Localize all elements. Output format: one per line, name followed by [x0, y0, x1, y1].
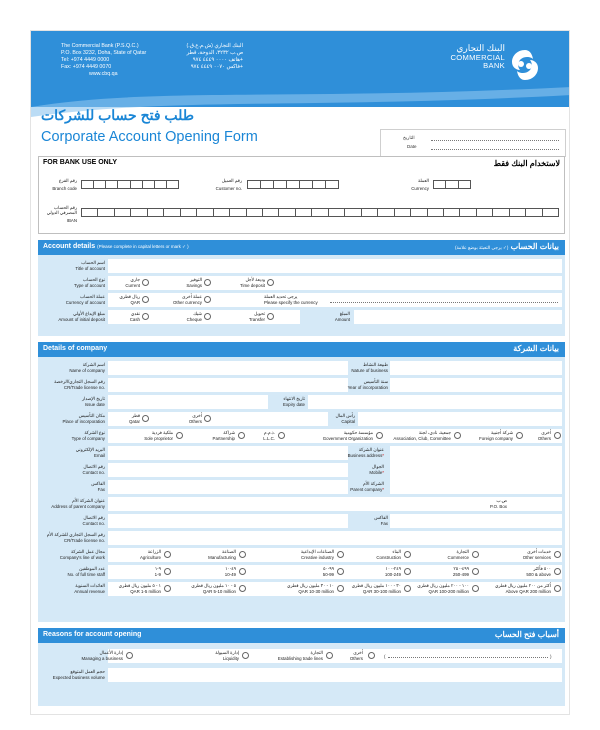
staff-500-ar: ٥٠٠ فأكثر — [533, 566, 551, 571]
currency-of-account-label-ar: عملة الحساب — [80, 294, 105, 299]
capital-field[interactable] — [358, 412, 562, 426]
reason-liquidity-radio[interactable] — [242, 652, 249, 659]
place-label-en: Place of incorporation — [62, 419, 105, 424]
company-name-label-ar: اسم الشركة — [82, 362, 105, 367]
cash-option-ar: نقدي — [130, 311, 140, 316]
mobile-label-en-wrap: Mobile* — [369, 470, 384, 475]
type-partnership-ar: شراكة — [223, 430, 235, 435]
mobile-label-en: Mobile — [369, 470, 383, 475]
company-details-section — [38, 342, 565, 622]
account-details-note-en: (Please complete in capital letters or mark ✓ ) — [97, 244, 189, 249]
address-ar-line: هاتف ٠٠٠٠ ٤٤٤٩ ٩٧٤+ — [192, 57, 243, 63]
type-foreign-ar: شركة أجنبية — [490, 430, 513, 435]
revenue-200-ar: أكثر من ٢٠٠ مليون ريال قطري — [495, 583, 551, 588]
qar-radio[interactable] — [142, 296, 149, 303]
line-manufacturing-ar: الصناعة — [221, 549, 236, 554]
revenue-30-100-radio[interactable] — [404, 585, 411, 592]
revenue-200-en: Above QAR 200 million — [505, 589, 551, 594]
others-place-option-en: Others — [188, 419, 202, 424]
expected-volume-label-ar: حجم العمل المتوقع — [70, 669, 105, 674]
others-place-option-ar: أخرى — [192, 413, 202, 418]
qatar-radio[interactable] — [142, 415, 149, 422]
type-partnership-en: Partnership — [212, 436, 235, 441]
parent-contact-field[interactable] — [108, 514, 348, 528]
year-of-incorporation-field[interactable] — [390, 378, 562, 392]
account-type-row — [108, 276, 562, 290]
line-agriculture-radio[interactable] — [164, 551, 171, 558]
staff-row — [108, 565, 562, 579]
savings-option-en: Savings — [186, 283, 202, 288]
line-of-work-label-en: Company's line of work — [59, 555, 105, 560]
form-page — [30, 30, 570, 715]
reason-managing-ar: إدارة الأعمال — [99, 650, 123, 655]
parent-contact-label-ar: رقم الاتصال — [83, 515, 105, 520]
expiry-date-field[interactable] — [308, 395, 562, 409]
mobile-label-ar: الجوال — [371, 464, 384, 469]
line-other-radio[interactable] — [554, 551, 561, 558]
current-radio[interactable] — [142, 279, 149, 286]
address-ar-line: البنك التجاري (ش.م.ع.ق.) — [186, 43, 243, 49]
po-box-label-en: P.O. Box — [489, 504, 507, 509]
current-option-ar: جاري — [130, 277, 140, 282]
bank-name-en: COMMERCIAL — [450, 53, 505, 62]
reason-liquidity-ar: إدارة السيولة — [215, 650, 239, 655]
type-partnership-radio[interactable] — [238, 432, 245, 439]
account-type-label-en: Type of account — [74, 283, 105, 288]
line-creative-radio[interactable] — [337, 551, 344, 558]
time-deposit-option-en: Time deposit — [240, 283, 265, 288]
savings-radio[interactable] — [204, 279, 211, 286]
type-association-ar: جمعية، نادي، لجنة — [418, 430, 451, 435]
company-name-field[interactable] — [108, 361, 348, 375]
form-title-ar: طلب فتح حساب للشركات — [41, 107, 194, 123]
time-deposit-option-ar: وديعة لأجل — [245, 277, 265, 282]
revenue-10-30-en: QAR 10-30 million — [298, 589, 334, 594]
address-en-line: P.O. Box 3232, Doha, State of Qatar — [61, 50, 147, 56]
line-of-work-row — [108, 548, 562, 562]
staff-1-9-en: 1-9 — [154, 572, 161, 577]
staff-500-en: 500 & above — [526, 572, 551, 577]
reason-managing-radio[interactable] — [126, 652, 133, 659]
line-agriculture-en: Agriculture — [140, 555, 161, 560]
expiry-date-label-en: Expiry date — [283, 402, 305, 407]
iban-label-en: IBAN — [66, 218, 77, 223]
account-type-label-ar: نوع الحساب — [82, 277, 105, 282]
capital-label-ar: رأس المال — [335, 413, 355, 418]
address-en-line: The Commercial Bank (P.S.Q.C.) — [61, 43, 139, 49]
branch-label-ar: رقم الفرع — [58, 178, 77, 183]
revenue-30-100-ar: ٣٠ - ١٠٠ مليون ريال قطري — [351, 583, 401, 588]
fax-field[interactable] — [108, 480, 348, 494]
revenue-1-5-ar: ١ - ٥ مليون ريال قطري — [118, 583, 161, 588]
reason-liquidity-en: Liquidity — [222, 656, 239, 661]
revenue-10-30-ar: ١٠ - ٣٠ مليون ريال قطري — [286, 583, 334, 588]
type-others-ar: أخرى — [541, 430, 551, 435]
account-details-title-en: Account details — [43, 243, 96, 250]
staff-100-249-en: 100-249 — [384, 572, 401, 577]
bank-use-title-ar: لاستخدام البنك فقط — [493, 159, 560, 168]
form-title-en: Corporate Account Opening Form — [41, 129, 258, 145]
bank-name-ar: البنك التجاري — [456, 43, 505, 53]
parent-company-label-ar: الشركة الأم — [362, 481, 384, 486]
address-ar-line: فاكس ٠٠٧٠ ٤٤٤٩ ٩٧٤+ — [190, 64, 243, 70]
customer-label-ar: رقم العميل — [221, 178, 242, 183]
iban-label-ar-2: المصرفي الدولي — [46, 210, 77, 215]
branch-label-en: Branch code — [52, 186, 77, 191]
staff-50-99-radio[interactable] — [337, 568, 344, 575]
iban-label-ar: رقم الحساب — [53, 205, 77, 210]
business-address-label-ar: عنوان الشركة — [358, 447, 384, 452]
transfer-option-ar: تحويل — [254, 311, 265, 316]
reason-others-ar: أخرى — [353, 650, 363, 655]
line-of-work-label-ar: مجال عمل الشركة — [71, 549, 105, 554]
reason-others-line[interactable] — [388, 657, 548, 658]
cheque-option-ar: شيك — [193, 311, 202, 316]
currency-label-en: Currency — [411, 186, 429, 191]
reason-others-en: Others — [349, 656, 363, 661]
reason-others-open-paren: ( — [384, 654, 386, 659]
bank-name-en-2: BANK — [483, 61, 505, 70]
staff-50-99-en: 50-99 — [322, 572, 334, 577]
parent-fax-label-en: Fax — [380, 521, 388, 526]
year-label-en: Year of incorporation — [347, 385, 388, 390]
reasons-row — [108, 649, 562, 663]
contact-label-en: Contact no. — [82, 470, 105, 475]
type-gov-en: Government Organization — [322, 436, 373, 441]
company-type-label-ar: نوع الشركة — [84, 430, 105, 435]
business-address-label-en-wrap: Business address* — [347, 453, 384, 458]
cr-license-field[interactable] — [108, 378, 348, 392]
company-details-title-en: Details of company — [43, 345, 108, 352]
line-agriculture-ar: الزراعة — [147, 549, 161, 554]
qar-option-ar: ريال قطري — [119, 294, 140, 299]
type-llc-radio[interactable] — [278, 432, 285, 439]
company-details-title-ar: بيانات الشركة — [513, 344, 559, 353]
amount-label-en: Amount — [334, 317, 350, 322]
cheque-option-en: Cheque — [186, 317, 202, 322]
other-currency-option-en: Other currency — [172, 300, 202, 305]
reason-trade-radio[interactable] — [326, 652, 333, 659]
qar-option-en: QAR — [130, 300, 140, 305]
date-line — [431, 140, 559, 141]
parent-address-label-en: Address of parent company — [51, 504, 105, 509]
nature-label-en: Nature of business — [351, 368, 388, 373]
email-label-ar: البريد الإلكتروني — [75, 447, 105, 452]
type-foreign-en: Foreign company — [479, 436, 513, 441]
reason-trade-en: Establishing trade lines — [277, 656, 323, 661]
account-details-title-ar: بيانات الحساب — [510, 242, 559, 251]
account-details-title-ar-wrap — [455, 242, 559, 251]
staff-10-49-en: 10-49 — [224, 572, 236, 577]
contact-no-field[interactable] — [108, 463, 348, 477]
cr-label-ar: رقم السجل التجاري/الرخصة — [54, 379, 105, 384]
line-construction-ar: البناء — [392, 549, 401, 554]
qatar-option-en: Qatar — [129, 419, 140, 424]
staff-500-radio[interactable] — [554, 568, 561, 575]
type-sole-en: Sole proprietor — [144, 436, 173, 441]
specify-currency-label-en: Please specify the currency — [264, 300, 318, 305]
type-others-en: Others — [537, 436, 551, 441]
type-association-en: Association, Club, Committee — [393, 436, 451, 441]
bank-use-section — [38, 156, 565, 234]
account-details-section — [38, 240, 565, 336]
currency-label-ar: العملة — [417, 178, 429, 183]
others-place-radio[interactable] — [204, 415, 211, 422]
account-name-field[interactable] — [108, 259, 562, 273]
staff-100-249-ar: ٢٤٩-١٠٠ — [385, 566, 401, 571]
type-others-radio[interactable] — [554, 432, 561, 439]
reason-others-close-paren: ) — [550, 654, 552, 659]
initial-deposit-label-en: Amount of initial deposit — [58, 317, 105, 322]
account-details-note-ar: (يرجى التعبئة بوضع علامة ✓) — [455, 245, 509, 250]
type-association-radio[interactable] — [454, 432, 461, 439]
nature-of-business-field[interactable] — [390, 361, 562, 375]
currency-of-account-label-en: Currency of account — [65, 300, 105, 305]
date-label-en: Date — [407, 144, 417, 149]
date-label-ar: التاريخ — [403, 135, 415, 140]
qatar-option-ar: قطر — [131, 413, 140, 418]
staff-100-249-radio[interactable] — [404, 568, 411, 575]
reasons-title-en: Reasons for account opening — [43, 631, 142, 638]
bank-use-title-en: FOR BANK USE ONLY — [43, 159, 118, 166]
bank-name — [429, 43, 505, 70]
reason-others-radio[interactable] — [368, 652, 375, 659]
email-label-en: Email — [94, 453, 105, 458]
transfer-option-en: Transfer — [248, 317, 265, 322]
revenue-1-5-radio[interactable] — [164, 585, 171, 592]
account-name-label-en: Title of account — [75, 266, 105, 271]
current-option-en: Current — [125, 283, 140, 288]
customer-label-en: Customer no. — [215, 186, 242, 191]
date-line — [431, 149, 559, 150]
bank-logo-icon — [507, 47, 543, 83]
staff-250-499-en: 250-499 — [452, 572, 469, 577]
issue-date-field[interactable] — [108, 395, 268, 409]
address-ar — [179, 43, 243, 71]
contact-label-ar: رقم الاتصال — [83, 464, 105, 469]
specify-currency-label-ar: يرجى تحديد العملة — [264, 294, 298, 299]
revenue-30-100-en: QAR 30-100 million — [362, 589, 401, 594]
place-of-incorporation-row — [108, 412, 328, 426]
staff-1-9-radio[interactable] — [164, 568, 171, 575]
type-sole-radio[interactable] — [176, 432, 183, 439]
date-box[interactable] — [380, 129, 566, 157]
revenue-5-10-radio[interactable] — [239, 585, 246, 592]
revenue-200-radio[interactable] — [554, 585, 561, 592]
address-en-line: www.cbq.qa — [89, 71, 118, 77]
type-gov-radio[interactable] — [376, 432, 383, 439]
po-box-label-ar: ص.ب — [496, 498, 507, 503]
line-creative-ar: الصناعات الإبداعية — [300, 549, 334, 554]
reasons-header — [38, 628, 565, 643]
parent-fax-field[interactable] — [390, 514, 562, 528]
parent-contact-label-en: Contact no. — [82, 521, 105, 526]
reasons-section — [38, 628, 565, 706]
line-manufacturing-en: Manufacturing — [208, 555, 236, 560]
line-manufacturing-radio[interactable] — [239, 551, 246, 558]
place-label-ar: مكان التأسيس — [78, 413, 105, 418]
other-currency-option-ar: عملة أخرى — [182, 294, 202, 299]
type-sole-ar: ملكية فردية — [151, 430, 173, 435]
business-address-field[interactable] — [390, 446, 562, 494]
staff-250-499-ar: ٤٩٩-٢٥٠ — [453, 566, 469, 571]
revenue-row — [108, 582, 562, 596]
staff-250-499-radio[interactable] — [472, 568, 479, 575]
staff-50-99-ar: ٩٩-٥٠ — [323, 566, 334, 571]
fax-label-ar: الفاكس — [91, 481, 105, 486]
parent-address-label-ar: عنوان الشركة الأم — [72, 498, 105, 503]
staff-10-49-radio[interactable] — [239, 568, 246, 575]
line-construction-radio[interactable] — [404, 551, 411, 558]
company-type-label-en: Type of company — [71, 436, 105, 441]
parent-fax-label-ar: الفاكس — [374, 515, 388, 520]
type-llc-en: L.L.C. — [263, 436, 275, 441]
staff-10-49-ar: ٤٩-١٠ — [225, 566, 236, 571]
type-gov-ar: مؤسسة حكومية — [343, 430, 373, 435]
revenue-100-200-en: QAR 100-200 million — [428, 589, 469, 594]
expected-volume-label-en: Expected business volume — [52, 675, 105, 680]
line-commerce-ar: التجارة — [456, 549, 469, 554]
transfer-radio[interactable] — [267, 313, 274, 320]
line-construction-en: Construction — [376, 555, 401, 560]
specify-currency-line[interactable] — [330, 302, 558, 303]
account-name-label-ar: اسم الحساب — [81, 260, 105, 265]
address-ar-line: ص.ب ٣٢٣٢، الدوحة، قطر — [186, 50, 243, 56]
parent-cr-field[interactable] — [108, 531, 562, 545]
type-llc-ar: ذ.م.م. — [263, 430, 275, 435]
capital-label-en: Capital — [341, 419, 355, 424]
revenue-label-ar: العائدات السنوية — [75, 583, 105, 588]
account-details-title — [43, 243, 189, 250]
other-currency-radio[interactable] — [204, 296, 211, 303]
revenue-1-5-en: QAR 1-5 million — [130, 589, 161, 594]
parent-cr-label-ar: رقم السجل التجاري للشركة الأم — [46, 532, 105, 537]
expected-volume-field[interactable] — [108, 668, 562, 682]
address-en-line: Fax: +974 4449 0070 — [61, 64, 112, 70]
address-en — [61, 43, 146, 78]
revenue-5-10-ar: ٥ - ١٠ مليون ريال قطري — [191, 583, 236, 588]
reason-trade-ar: التجارة — [310, 650, 323, 655]
type-foreign-radio[interactable] — [516, 432, 523, 439]
staff-1-9-ar: ٩-١ — [154, 566, 161, 571]
currency-boxes[interactable] — [433, 180, 471, 189]
staff-label-ar: عدد الموظفين — [79, 566, 105, 571]
revenue-10-30-radio[interactable] — [337, 585, 344, 592]
line-commerce-en: Commerce — [447, 555, 469, 560]
company-name-label-en: Name of company — [69, 368, 105, 373]
revenue-100-200-radio[interactable] — [472, 585, 479, 592]
email-field[interactable] — [108, 446, 348, 460]
line-creative-en: Creative industry — [301, 555, 334, 560]
company-details-header — [38, 342, 565, 357]
cash-option-en: Cash — [129, 317, 140, 322]
issue-date-label-en: Issue date — [84, 402, 105, 407]
nature-label-ar: طبيعة النشاط — [362, 362, 388, 367]
account-details-header — [38, 240, 565, 255]
iban-boxes[interactable] — [81, 208, 559, 217]
customer-no-boxes[interactable] — [247, 180, 339, 189]
issue-date-label-ar: تاريخ الإصدار — [81, 396, 105, 401]
staff-label-en: No. of full time staff — [67, 572, 105, 577]
revenue-label-en: Annual revenue — [74, 589, 105, 594]
line-other-en: Other services — [522, 555, 551, 560]
cheque-radio[interactable] — [204, 313, 211, 320]
line-other-ar: خدمات أخرى — [527, 549, 551, 554]
revenue-5-10-en: QAR 5-10 million — [202, 589, 236, 594]
cr-label-en: CR/Trade license no. — [63, 385, 105, 390]
year-label-ar: سنة التأسيس — [363, 379, 388, 384]
parent-company-label-en-wrap: Parent company* — [350, 487, 384, 492]
business-address-label-en: Business address — [347, 453, 383, 458]
line-commerce-radio[interactable] — [472, 551, 479, 558]
cash-radio[interactable] — [142, 313, 149, 320]
amount-label-ar: المبلغ — [339, 311, 350, 316]
expiry-date-label-ar: تاريخ الانتهاء — [283, 396, 305, 401]
reason-managing-en: Managing a business — [81, 656, 123, 661]
savings-option-ar: التوفير — [190, 277, 202, 282]
address-en-line: Tel: +974 4449 0000 — [61, 57, 110, 63]
parent-cr-label-en: CR/Trade license no. — [63, 538, 105, 543]
fax-label-en: Fax — [97, 487, 105, 492]
reasons-title-ar: أسباب فتح الحساب — [494, 630, 559, 639]
revenue-100-200-ar: ١٠٠ - ٢٠٠ مليون ريال قطري — [417, 583, 469, 588]
time-deposit-radio[interactable] — [267, 279, 274, 286]
branch-code-boxes[interactable] — [81, 180, 179, 189]
parent-company-label-en: Parent company — [350, 487, 383, 492]
initial-deposit-label-ar: مبلغ الإيداع الأولي — [73, 311, 105, 316]
